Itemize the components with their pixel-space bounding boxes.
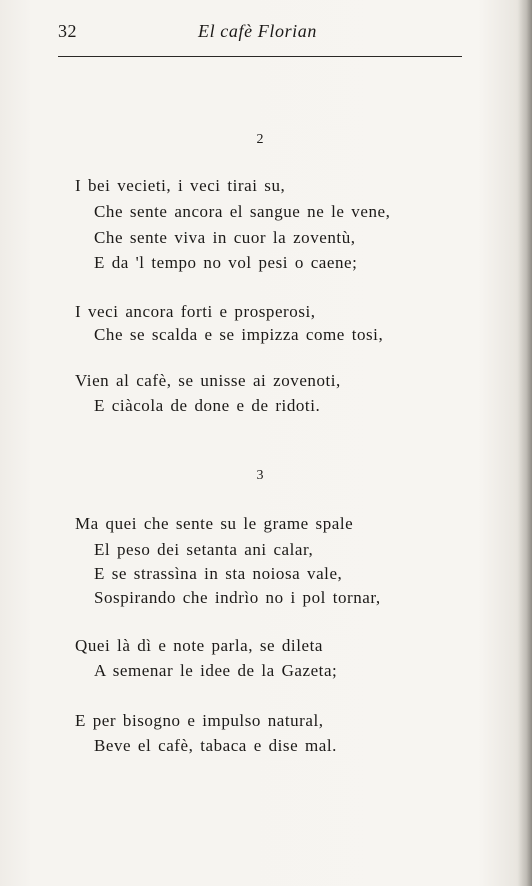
verse-line: El peso dei setanta ani calar, xyxy=(94,540,314,559)
section-number: 2 xyxy=(256,132,264,147)
section-number: 3 xyxy=(256,468,264,483)
page-number: 32 xyxy=(58,21,77,41)
page-header xyxy=(58,21,462,45)
verse-line: I veci ancora forti e prosperosi, xyxy=(75,302,316,321)
page-edge-shadow xyxy=(518,0,532,886)
verse-line: Ma quei che sente su le grame spale xyxy=(75,514,354,533)
verse-line: Quei là dì e note parla, se dileta xyxy=(75,636,323,655)
verse-line: Che sente viva in cuor la zoventù, xyxy=(94,228,356,247)
verse-line: E da 'l tempo no vol pesi o caene; xyxy=(94,253,358,272)
verse-line: A semenar le idee de la Gazeta; xyxy=(94,661,338,680)
verse-line: Che se scalda e se impizza come tosi, xyxy=(94,325,384,344)
running-title: El cafè Florian xyxy=(198,21,317,41)
verse-line: Che sente ancora el sangue ne le vene, xyxy=(94,202,391,221)
verse-line: I bei vecieti, i veci tirai su, xyxy=(75,176,286,195)
header-rule xyxy=(58,56,462,57)
verse-line: E se strassìna in sta noiosa vale, xyxy=(94,564,343,583)
verse-line: Beve el cafè, tabaca e dise mal. xyxy=(94,736,337,755)
verse-line: E per bisogno e impulso natural, xyxy=(75,711,324,730)
verse-line: Vien al cafè, se unisse ai zovenoti, xyxy=(75,371,341,390)
verse-line: Sospirando che indrìo no i pol tornar, xyxy=(94,588,381,607)
verse-line: E ciàcola de done e de ridoti. xyxy=(94,396,321,415)
